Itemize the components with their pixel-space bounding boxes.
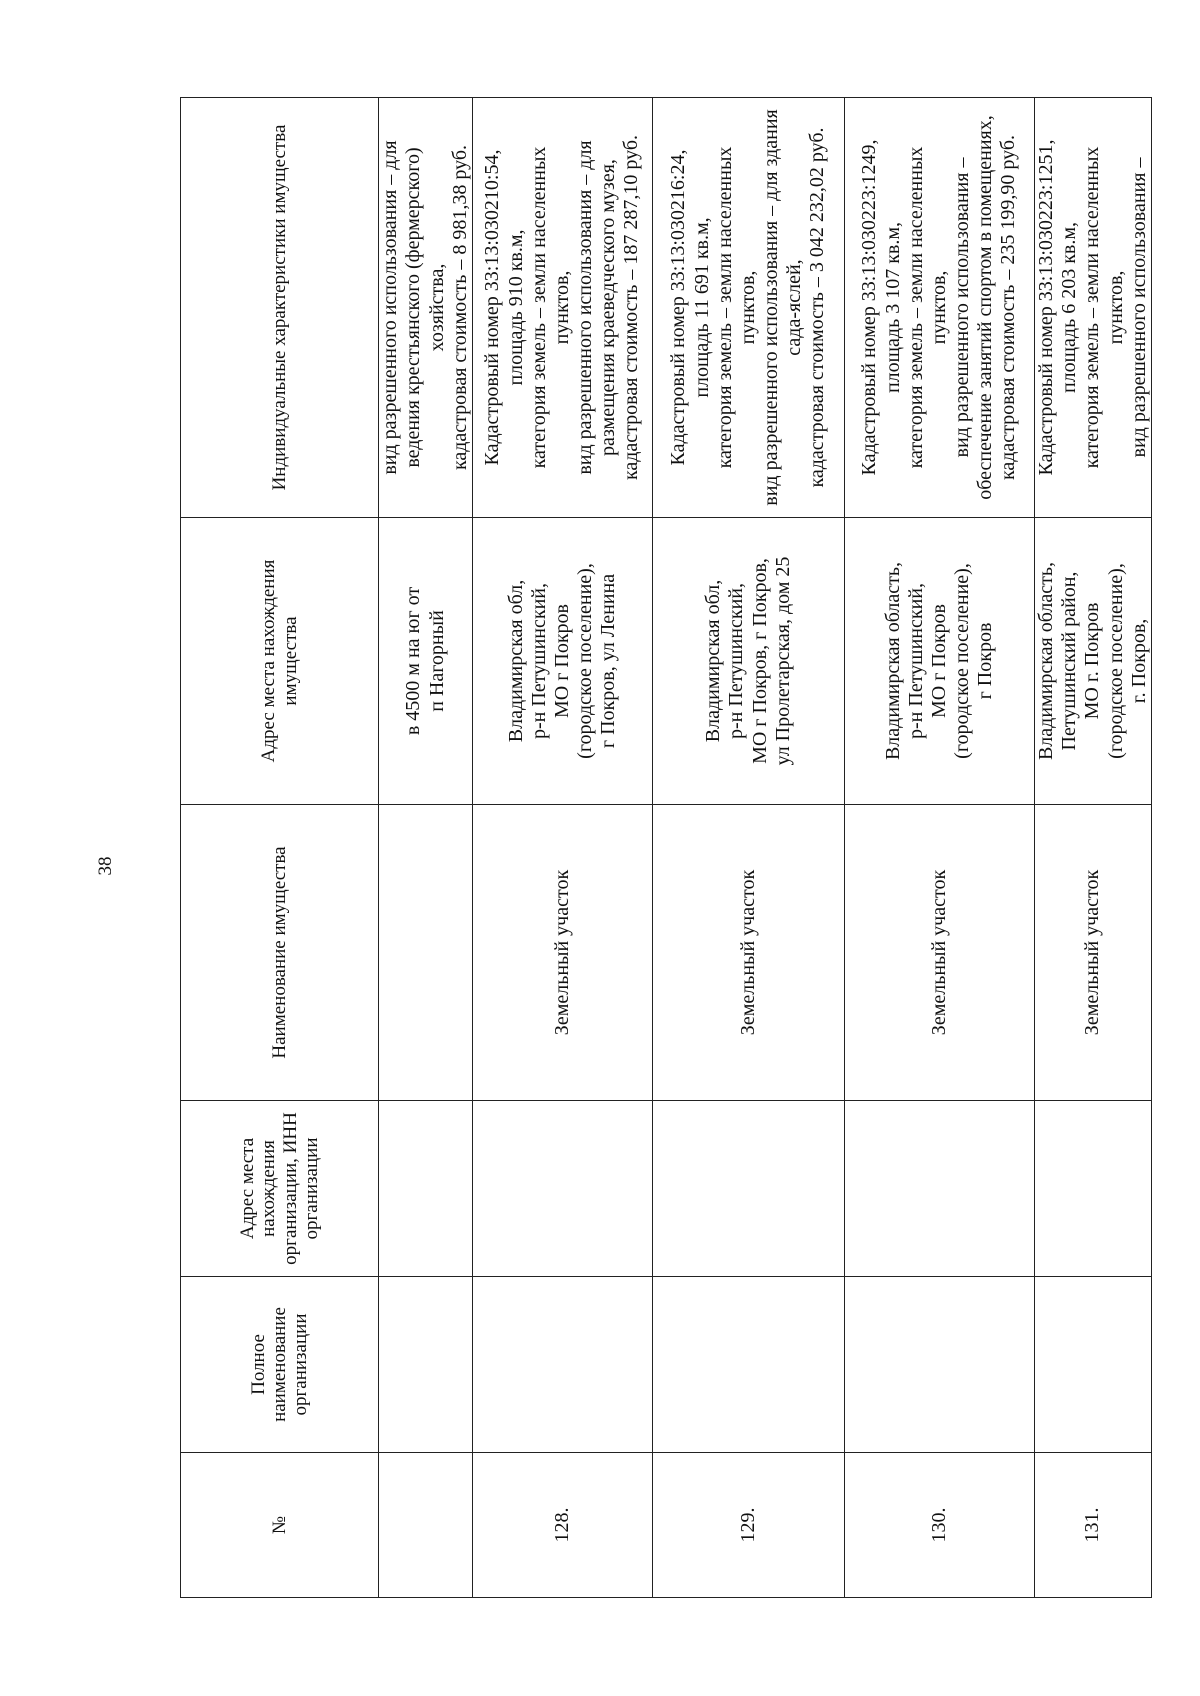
char-line: категория земель – земли населенных — [713, 146, 736, 469]
table-row — [379, 98, 473, 1598]
char-line: площадь 910 кв.м, — [504, 229, 527, 386]
address-line: г Покров — [974, 622, 997, 700]
char-line: пунктов, — [1104, 270, 1127, 345]
address-line: МО г Покров — [927, 603, 950, 719]
cell-org-address — [473, 1101, 653, 1277]
rotated-table-container — [180, 98, 1150, 1598]
property-table — [180, 97, 1152, 1598]
cell-property-name: Земельный участок — [473, 805, 653, 1101]
char-line: размещения краеведческого музея, — [597, 159, 620, 456]
char-line: категория земель – земли населенных — [527, 146, 550, 469]
char-line: вид разрешенного использования – для — [379, 140, 402, 475]
char-line: пунктов, — [736, 270, 759, 345]
char-line: кадастровая стоимость – 187 287,10 руб. — [620, 134, 643, 481]
cell-characteristics — [1035, 98, 1152, 518]
cell-org-name — [845, 1277, 1035, 1453]
char-line: пунктов, — [550, 270, 573, 345]
address-line: МО г Покров — [550, 603, 573, 719]
cell-property-name: Земельный участок — [845, 805, 1035, 1101]
cell-num — [379, 1453, 473, 1598]
cell-characteristics — [473, 98, 653, 518]
address-line: ул Пролетарская, дом 25 — [771, 556, 794, 766]
char-line: Кадастровый номер 33:13:030210:54, — [481, 149, 504, 466]
cell-org-address — [379, 1101, 473, 1277]
char-line: площадь 6 203 кв.м, — [1058, 221, 1081, 394]
char-line: сада-яслей, — [783, 259, 806, 356]
char-line: вид разрешенного использования – для здания — [760, 109, 783, 506]
char-line: категория земель – земли населенных — [1081, 146, 1104, 469]
cell-property-address — [653, 518, 845, 805]
table-row — [653, 98, 845, 1598]
address-line: Владимирская обл, — [702, 579, 725, 743]
cell-property-name: Земельный участок — [1035, 805, 1152, 1101]
char-line: вид разрешенного использования – для — [574, 140, 597, 475]
char-line: вид разрешенного использования – — [1127, 157, 1150, 458]
header-org-name: Полное наименование организации — [181, 1277, 379, 1453]
cell-property-address — [1035, 518, 1152, 805]
header-num: № — [181, 1453, 379, 1598]
header-property-name: Наименование имущества — [181, 805, 379, 1101]
char-line: Кадастровый номер 33:13:030216:24, — [667, 149, 690, 466]
header-org-address: Адрес места нахождения организации, ИНН организации — [181, 1101, 379, 1277]
cell-property-address — [473, 518, 653, 805]
char-line: кадастровая стоимость – 235 199,90 руб. — [997, 134, 1020, 481]
header-property-address: Адрес места нахождения имущества — [181, 518, 379, 805]
address-line: МО г. Покров — [1081, 602, 1104, 720]
char-line: площадь 11 691 кв.м, — [690, 217, 713, 398]
char-line: категория земель – земли населенных — [904, 146, 927, 469]
header-characteristics: Индивидуальные характеристики имущества — [181, 98, 379, 518]
table-header-row — [181, 98, 379, 1598]
address-line: в 4500 м на юг от — [402, 586, 425, 736]
cell-property-address — [379, 518, 473, 805]
cell-org-name — [653, 1277, 845, 1453]
address-line: р-н Петушинский, — [725, 583, 748, 739]
cell-characteristics — [845, 98, 1035, 518]
address-line: р-н Петушинский, — [527, 583, 550, 739]
char-line: кадастровая стоимость – 8 981,38 руб. — [448, 144, 471, 471]
address-line: Владимирская обл, — [504, 579, 527, 743]
table-row — [1035, 98, 1152, 1598]
table-row — [473, 98, 653, 1598]
address-line: МО г Покров, г Покров, — [748, 558, 771, 764]
cell-property-address — [845, 518, 1035, 805]
cell-property-name: Земельный участок — [653, 805, 845, 1101]
cell-num: 131. — [1035, 1453, 1152, 1598]
cell-org-address — [845, 1101, 1035, 1277]
char-line: ведения крестьянского (фермерского) — [402, 147, 425, 468]
table-row — [845, 98, 1035, 1598]
char-line: вид разрешенного использования – — [951, 157, 974, 458]
address-line: Петушинский район, — [1058, 571, 1081, 751]
cell-num: 129. — [653, 1453, 845, 1598]
cell-org-address — [1035, 1101, 1152, 1277]
char-line: Кадастровый номер 33:13:030223:1249, — [858, 139, 881, 476]
char-line: кадастровая стоимость – 3 042 232,02 руб. — [806, 127, 829, 488]
cell-characteristics — [653, 98, 845, 518]
cell-org-name — [379, 1277, 473, 1453]
address-line: г Покров, ул Ленина — [597, 573, 620, 749]
address-line: (городское поселение), — [1104, 563, 1127, 759]
address-line: Владимирская область, — [881, 561, 904, 761]
cell-org-name — [473, 1277, 653, 1453]
address-line: Владимирская область, — [1035, 561, 1057, 761]
char-line: площадь 3 107 кв.м, — [881, 221, 904, 394]
char-line: Кадастровый номер 33:13:030223:1251, — [1035, 139, 1057, 476]
cell-num: 128. — [473, 1453, 653, 1598]
address-line: (городское поселение), — [574, 563, 597, 759]
cell-num: 130. — [845, 1453, 1035, 1598]
char-line: пунктов, — [927, 270, 950, 345]
cell-org-name — [1035, 1277, 1152, 1453]
address-line: г. Покров, — [1127, 618, 1150, 704]
cell-characteristics — [379, 98, 473, 518]
address-line: (городское поселение), — [951, 563, 974, 759]
address-line: п Нагорный — [425, 610, 448, 712]
address-line: р-н Петушинский, — [904, 583, 927, 739]
cell-org-address — [653, 1101, 845, 1277]
cell-property-name — [379, 805, 473, 1101]
char-line: хозяйства, — [425, 263, 448, 352]
char-line: обеспечение занятий спортом в помещениях, — [974, 115, 997, 500]
page-number: 38 — [95, 856, 116, 876]
